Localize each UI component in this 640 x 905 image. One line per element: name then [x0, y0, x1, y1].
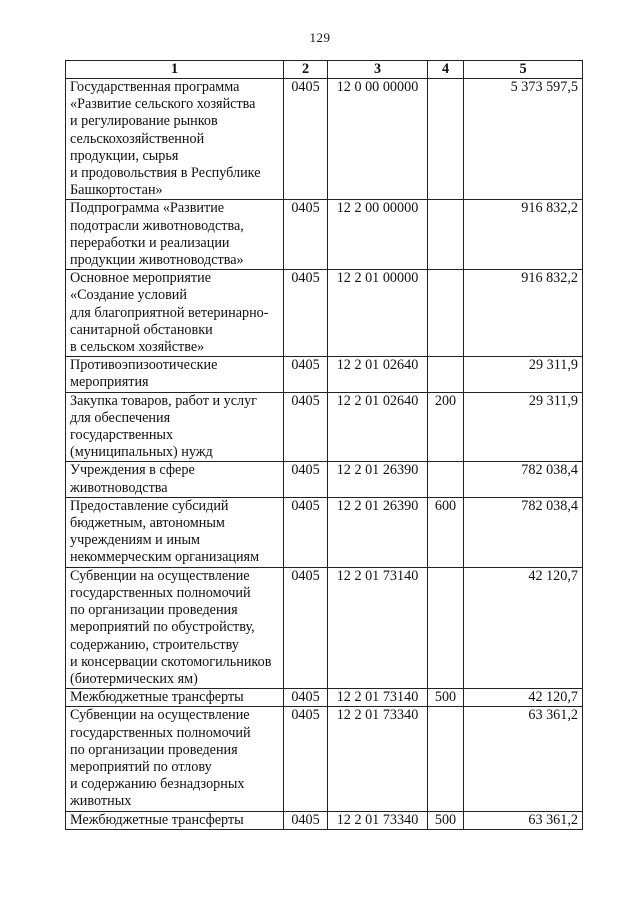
- row-target-article: 12 2 01 02640: [328, 357, 428, 392]
- row-expense-type: 500: [428, 689, 464, 707]
- column-header-name: 1: [66, 61, 284, 79]
- column-header-amount: 5: [464, 61, 583, 79]
- budget-table: [65, 60, 583, 830]
- row-name: Учреждения в сфере животноводства: [66, 462, 284, 497]
- row-section: 0405: [284, 200, 328, 270]
- row-target-article: 12 2 01 73340: [328, 707, 428, 811]
- row-name: Межбюджетные трансферты: [66, 811, 284, 829]
- page-number: 129: [309, 30, 331, 45]
- row-name: Межбюджетные трансферты: [66, 689, 284, 707]
- row-section: 0405: [284, 497, 328, 567]
- row-target-article: 12 2 01 00000: [328, 270, 428, 357]
- row-section: 0405: [284, 270, 328, 357]
- row-name: Государственная программа «Развитие сельского хозяйства и регулирование рынков сельскохозяйственной продукции, сырья и продовольствия в Республике Башкортостан»: [66, 79, 284, 200]
- row-section: 0405: [284, 567, 328, 688]
- table-row: [66, 567, 583, 688]
- table-row: [66, 811, 583, 829]
- row-amount: 782 038,4: [464, 497, 583, 567]
- row-amount: 916 832,2: [464, 270, 583, 357]
- table-row: [66, 462, 583, 497]
- row-target-article: 12 2 01 73340: [328, 811, 428, 829]
- row-section: 0405: [284, 811, 328, 829]
- row-section: 0405: [284, 462, 328, 497]
- table-row: [66, 270, 583, 357]
- column-header-section: 2: [284, 61, 328, 79]
- row-expense-type: [428, 462, 464, 497]
- row-amount: 782 038,4: [464, 462, 583, 497]
- row-expense-type: [428, 79, 464, 200]
- row-target-article: 12 2 01 02640: [328, 392, 428, 462]
- row-target-article: 12 2 01 73140: [328, 567, 428, 688]
- row-expense-type: [428, 200, 464, 270]
- row-expense-type: [428, 357, 464, 392]
- row-amount: 42 120,7: [464, 689, 583, 707]
- table-row: [66, 497, 583, 567]
- table-header-row: [66, 61, 583, 79]
- table-row: [66, 200, 583, 270]
- row-expense-type: 500: [428, 811, 464, 829]
- row-amount: 29 311,9: [464, 392, 583, 462]
- column-header-expense-type: 4: [428, 61, 464, 79]
- row-amount: 5 373 597,5: [464, 79, 583, 200]
- row-section: 0405: [284, 392, 328, 462]
- row-expense-type: [428, 270, 464, 357]
- row-section: 0405: [284, 79, 328, 200]
- row-target-article: 12 0 00 00000: [328, 79, 428, 200]
- row-amount: 42 120,7: [464, 567, 583, 688]
- row-expense-type: 600: [428, 497, 464, 567]
- row-expense-type: [428, 707, 464, 811]
- row-target-article: 12 2 01 73140: [328, 689, 428, 707]
- row-section: 0405: [284, 689, 328, 707]
- row-name: Закупка товаров, работ и услуг для обеспечения государственных (муниципальных) нужд: [66, 392, 284, 462]
- table-row: [66, 357, 583, 392]
- row-section: 0405: [284, 707, 328, 811]
- table-row: [66, 392, 583, 462]
- row-name: Подпрограмма «Развитие подотрасли животноводства, переработки и реализации продукции животноводства»: [66, 200, 284, 270]
- row-expense-type: [428, 567, 464, 688]
- row-name: Противоэпизоотические мероприятия: [66, 357, 284, 392]
- row-target-article: 12 2 01 26390: [328, 462, 428, 497]
- table-row: [66, 689, 583, 707]
- row-name: Предоставление субсидий бюджетным, автономным учреждениям и иным некоммерческим организациям: [66, 497, 284, 567]
- row-section: 0405: [284, 357, 328, 392]
- table-row: [66, 79, 583, 200]
- row-name: Субвенции на осуществление государственных полномочий по организации проведения мероприятий по отлову и содержанию безнадзорных животных: [66, 707, 284, 811]
- row-amount: 63 361,2: [464, 707, 583, 811]
- row-target-article: 12 2 00 00000: [328, 200, 428, 270]
- row-expense-type: 200: [428, 392, 464, 462]
- row-target-article: 12 2 01 26390: [328, 497, 428, 567]
- column-header-target-article: 3: [328, 61, 428, 79]
- row-amount: 29 311,9: [464, 357, 583, 392]
- table-row: [66, 707, 583, 811]
- row-amount: 63 361,2: [464, 811, 583, 829]
- row-name: Основное мероприятие «Создание условий для благоприятной ветеринарно- санитарной обстановки в сельском хозяйстве»: [66, 270, 284, 357]
- row-amount: 916 832,2: [464, 200, 583, 270]
- row-name: Субвенции на осуществление государственных полномочий по организации проведения мероприятий по обустройству, содержанию, строительству и консервации скотомогильников (биотермических ям): [66, 567, 284, 688]
